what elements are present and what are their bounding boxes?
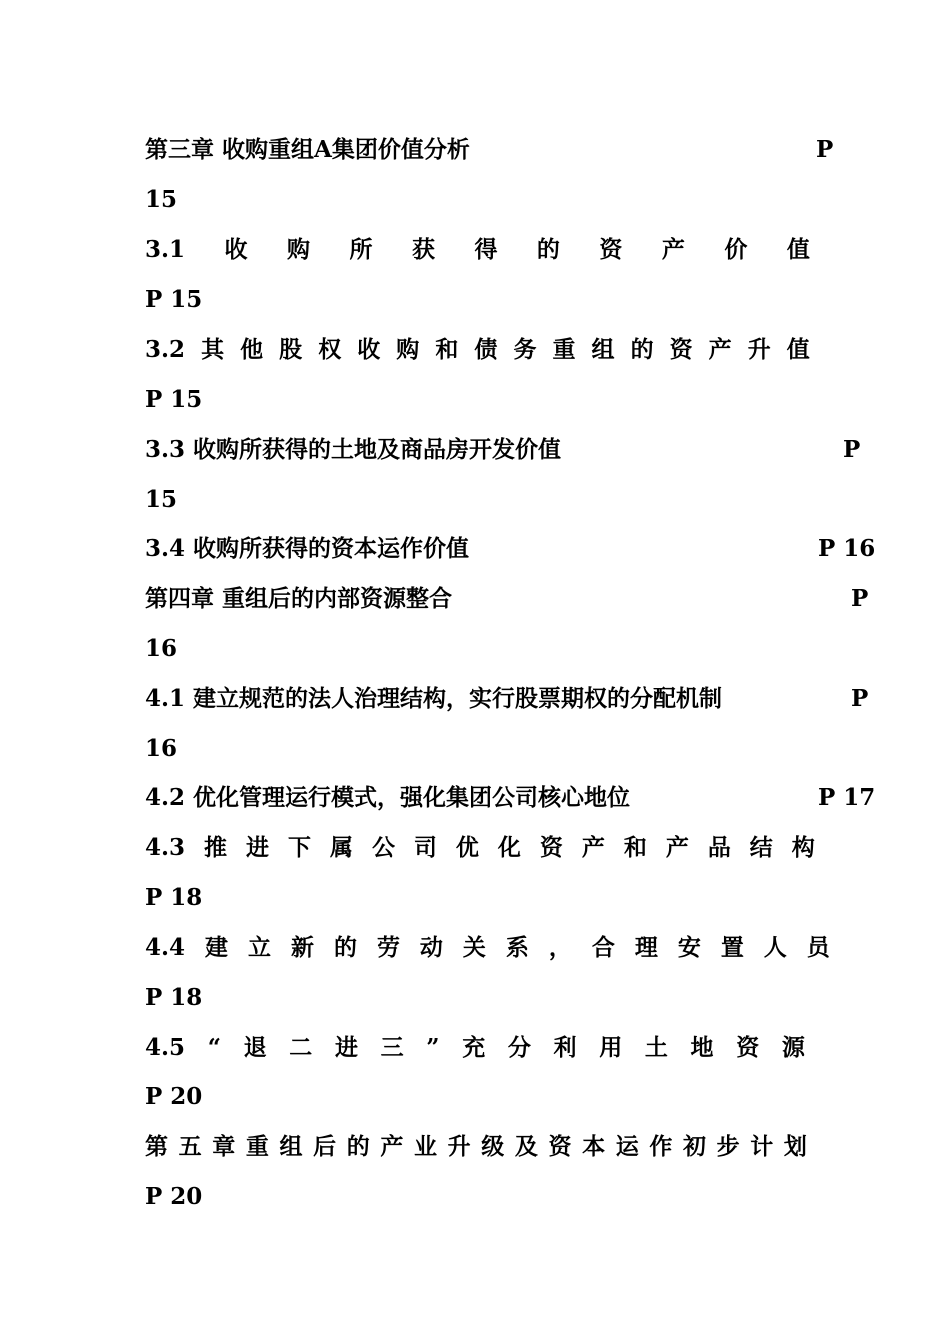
toc-entry-3-2-title: 3.2 其 他 股 权 收 购 和 债 务 重 组 的 资 产 升 值 [145, 336, 810, 363]
toc-entry-chapter-5-page: P 20 [145, 1183, 203, 1210]
toc-entry-4-4-title: 4.4 建 立 新 的 劳 动 关 系 ， 合 理 安 置 人 员 [145, 934, 830, 961]
toc-entry-chapter-3-page-number: 15 [145, 186, 178, 213]
toc-entry-4-5-page: P 20 [145, 1083, 203, 1110]
toc-entry-4-1-title: 4.1 建立规范的法人治理结构，实行股票期权的分配机制 [145, 685, 723, 712]
toc-entry-4-2-page: P 17 [818, 784, 876, 811]
toc-entry-3-4-title: 3.4 收购所获得的资本运作价值 [145, 535, 470, 562]
toc-entry-chapter-3-page-prefix: P [816, 136, 834, 163]
toc-entry-4-1-page-prefix: P [851, 685, 869, 712]
toc-entry-4-5-title: 4.5 “ 退 二 进 三 ” 充 分 利 用 土 地 资 源 [145, 1034, 805, 1061]
toc-entry-3-3-title: 3.3 收购所获得的土地及商品房开发价值 [145, 436, 562, 463]
toc-entry-4-2-title: 4.2 优化管理运行模式，强化集团公司核心地位 [145, 784, 631, 811]
toc-entry-chapter-4-title: 第四章 重组后的内部资源整合 [145, 585, 453, 612]
toc-entry-chapter-5-title: 第 五 章 重 组 后 的 产 业 升 级 及 资 本 运 作 初 步 计 划 [145, 1133, 807, 1160]
toc-entry-3-1-page: P 15 [145, 286, 203, 313]
toc-entry-chapter-4-page-number: 16 [145, 635, 178, 662]
toc-entry-3-2-page: P 15 [145, 386, 203, 413]
toc-entry-4-3-title: 4.3 推 进 下 属 公 司 优 化 资 产 和 产 品 结 构 [145, 834, 815, 861]
toc-entry-3-3-page-prefix: P [843, 436, 861, 463]
toc-entry-4-1-page-number: 16 [145, 735, 178, 762]
toc-entry-4-3-page: P 18 [145, 884, 203, 911]
toc-entry-chapter-4-page-prefix: P [851, 585, 869, 612]
toc-entry-3-4-page: P 16 [818, 535, 876, 562]
toc-entry-3-3-page-number: 15 [145, 486, 178, 513]
toc-entry-chapter-3-title: 第三章 收购重组A集团价值分析 [145, 136, 470, 163]
toc-entry-3-1-title: 3.1 收 购 所 获 得 的 资 产 价 值 [145, 236, 810, 263]
toc-entry-4-4-page: P 18 [145, 984, 203, 1011]
